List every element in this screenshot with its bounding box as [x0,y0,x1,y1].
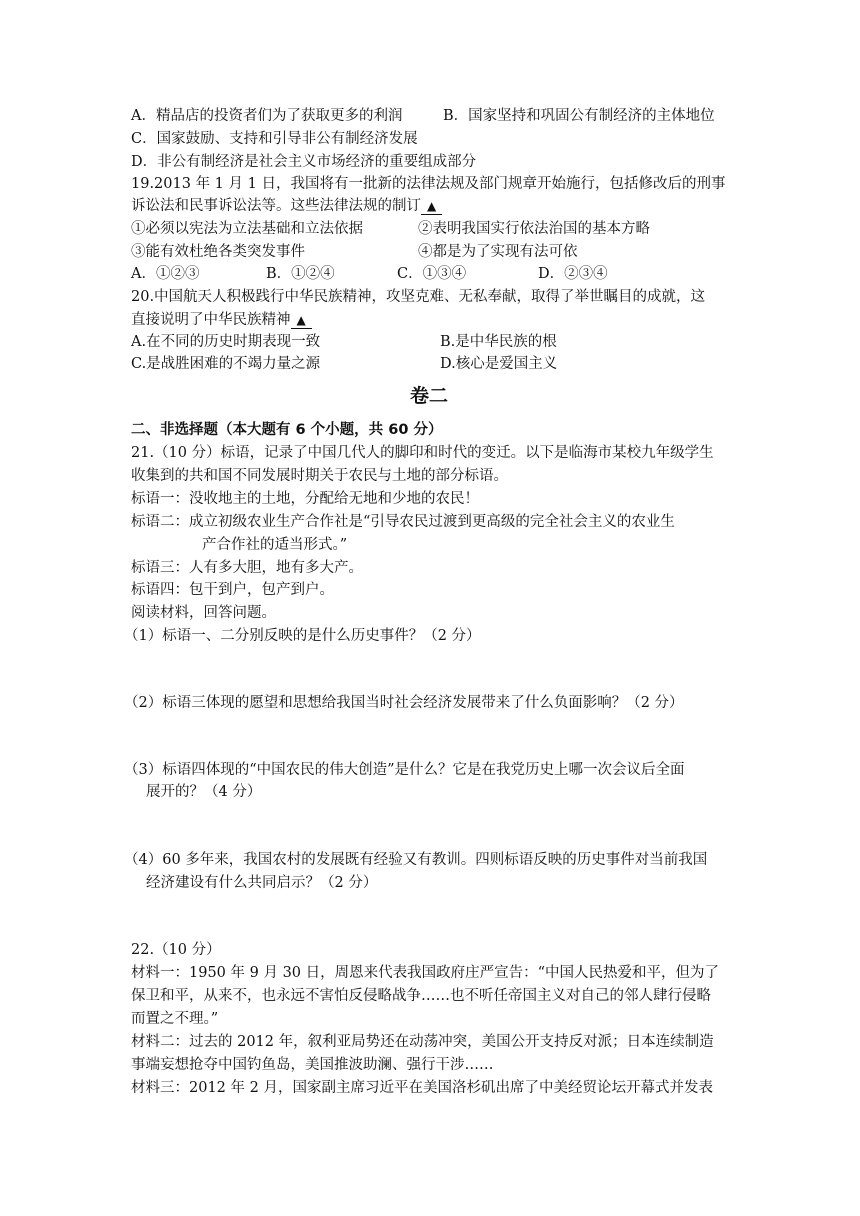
q21-subquestion-2: （2）标语三体现的愿望和思想给我国当时社会经济发展带来了什么负面影响？（2 分） [124,695,684,711]
q22-material-2-line2: 事端妄想抢夺中国钓鱼岛，美国推波助澜、强行干涉…… [131,1057,494,1073]
q21-intro-line2: 收集到的共和国不同发展时期关于农民与土地的部分标语。 [131,468,508,484]
q21-subquestion-4-line2: 经济建设有什么共同启示？（2 分） [146,875,378,891]
q18-option-a: A．精品店的投资者们为了获取更多的利润 [131,108,403,124]
volume-title: 卷二 [410,385,449,407]
q18-option-c: C．国家鼓励、支持和引导非公有制经济发展 [131,131,418,147]
q21-subquestion-1: （1）标语一、二分别反映的是什么历史事件？（2 分） [124,628,481,644]
q19-stem-line1: 19.2013 年 1 月 1 日，我国将有一批新的法律法规及部门规章开始施行，包括修改后的刑事 [131,176,726,192]
q21-slogan-4: 标语四：包干到户，包产到户。 [131,582,334,598]
q20-stem-line1: 20.中国航天人积极践行中华民族精神，攻坚克难、无私奉献，取得了举世瞩目的成就，这 [131,289,706,305]
triangle-marker: ▲ [427,199,437,213]
q21-intro-line1: 21.（10 分）标语，记录了中国几代人的脚印和时代的变迁。以下是临海市某校九年级学生 [131,445,714,461]
q20-option-c: C.是战胜困难的不竭力量之源 [131,356,321,372]
q21-subquestion-4-line1: （4）60 多年来，我国农村的发展既有经验又有教训。四则标语反映的历史事件对当前我国 [124,852,708,868]
q21-instruction: 阅读材料，回答问题。 [131,605,276,621]
q19-option-a: A．①②③ [131,266,200,282]
q18-option-d: D．非公有制经济是社会主义市场经济的重要组成部分 [131,154,477,170]
q19-stem-line2 [131,196,442,216]
q19-option-d: D．②③④ [538,266,608,282]
q19-option-c: C．①③④ [397,266,467,282]
q21-slogan-2-line1: 标语二：成立初级农业生产合作社是“引导农民过渡到更高级的完全社会主义的农业生 [131,514,675,530]
q20-stem-line2 [131,310,312,330]
q21-subquestion-3-line1: （3）标语四体现的“中国农民的伟大创造”是什么？它是在我党历史上哪一次会议后全面 [124,762,685,778]
q18-option-b: B．国家坚持和巩固公有制经济的主体地位 [443,108,715,124]
q22-material-1-line3: 而置之不理。” [131,1011,219,1027]
section-heading: 二、非选择题（本大题有 6 个小题，共 60 分） [131,422,443,438]
q19-item-4: ④都是为了实现有法可依 [418,244,578,260]
q21-subquestion-3-line2: 展开的？（4 分） [146,784,262,800]
q20-option-d: D.核心是爱国主义 [440,356,558,372]
q22-material-2-line1: 材料二：过去的 2012 年，叙利亚局势还在动荡冲突，美国公开支持反对派；日本连续制造 [131,1034,714,1050]
q19-item-3: ③能有效杜绝各类突发事件 [131,244,305,260]
q22-header: 22.（10 分） [131,942,221,958]
q21-slogan-2-line2: 产合作社的适当形式。” [202,537,348,553]
q21-slogan-3: 标语三：人有多大胆，地有多大产。 [131,560,363,576]
q22-material-1-line1: 材料一：1950 年 9 月 30 日，周恩来代表我国政府庄严宣告：“中国人民热爱和平，但为了 [131,965,720,981]
q19-option-b: B．①②④ [266,266,335,282]
q21-slogan-1: 标语一：没收地主的土地，分配给无地和少地的农民！ [131,491,479,507]
q19-item-2: ②表明我国实行依法治国的基本方略 [418,221,650,237]
answer-blank [421,198,442,215]
q20-option-a: A.在不同的历史时期表现一致 [131,334,321,350]
q19-item-1: ①必须以宪法为立法基础和立法依据 [131,221,363,237]
q22-material-3-line1: 材料三：2012 年 2 月，国家副主席习近平在美国洛杉矶出席了中美经贸论坛开幕式并发表 [131,1080,713,1096]
q19-stem-text: 诉讼法和民事诉讼法等。这些法律法规的制订 [131,198,421,214]
q22-material-1-line2: 保卫和平，从来不，也永远不害怕反侵略战争……也不听任帝国主义对自己的邻人肆行侵略 [131,988,711,1004]
triangle-marker: ▲ [296,313,306,327]
answer-blank [291,312,312,329]
q20-stem-text: 直接说明了中华民族精神 [131,312,291,328]
q20-option-b: B.是中华民族的根 [440,334,557,350]
